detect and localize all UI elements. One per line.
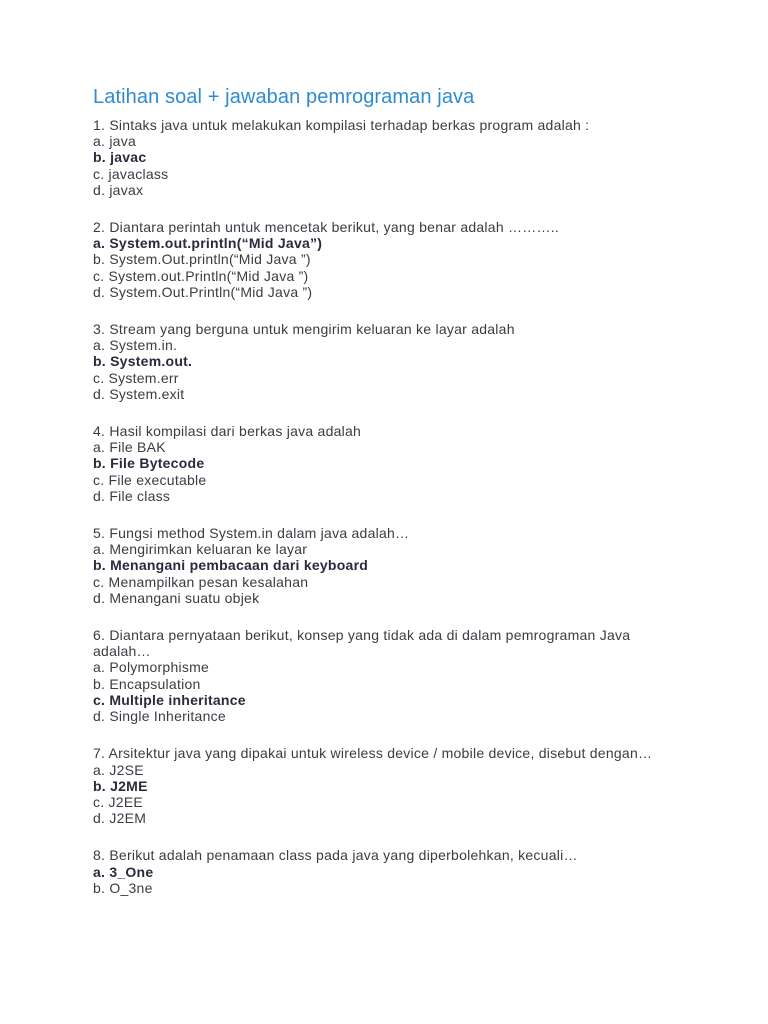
question-block-5 bbox=[93, 525, 693, 606]
question-text: 6. Diantara pernyataan berikut, konsep yang tidak ada di dalam pemrograman Java adalah… bbox=[93, 627, 631, 660]
answer-option: d. Menangani suatu objek bbox=[93, 589, 260, 606]
answer-option: b. System.Out.println(“Mid Java ”) bbox=[93, 251, 311, 268]
answer-option: d. javax bbox=[93, 181, 144, 198]
question-text: 5. Fungsi method System.in dalam java adalah… bbox=[93, 525, 410, 542]
correct-answer-option: a. System.out.println(“Mid Java”) bbox=[93, 235, 323, 252]
answer-option: a. System.in. bbox=[93, 337, 178, 354]
question-block-8 bbox=[93, 847, 693, 896]
question-block-6 bbox=[93, 627, 693, 724]
answer-option: a. Mengirimkan keluaran ke layar bbox=[93, 541, 308, 558]
answer-option: a. Polymorphisme bbox=[93, 659, 210, 676]
question-text: 1. Sintaks java untuk melakukan kompilasi terhadap berkas program adalah : bbox=[93, 117, 590, 133]
question-block-2 bbox=[93, 219, 693, 300]
question-block-7 bbox=[93, 745, 693, 826]
answer-option: a. java bbox=[93, 133, 136, 150]
answer-option: b. Encapsulation bbox=[93, 675, 201, 692]
question-text: 4. Hasil kompilasi dari berkas java adalah bbox=[93, 423, 362, 440]
answer-option: c. javaclass bbox=[93, 165, 169, 182]
correct-answer-option: b. javac bbox=[93, 149, 147, 166]
question-block-3 bbox=[93, 321, 693, 402]
question-text: 7. Arsitektur java yang dipakai untuk wireless device / mobile device, disebut dengan… bbox=[93, 745, 653, 762]
question-list bbox=[93, 117, 693, 917]
answer-option: c. System.err bbox=[93, 369, 179, 386]
correct-answer-option: c. Multiple inheritance bbox=[93, 691, 246, 708]
answer-option: d. System.Out.Println(“Mid Java ”) bbox=[93, 283, 313, 300]
answer-option: c. File executable bbox=[93, 471, 207, 488]
correct-answer-option: a. 3_One bbox=[93, 863, 154, 880]
answer-option: a. J2SE bbox=[93, 761, 144, 778]
correct-answer-option: b. Menangani pembacaan dari keyboard bbox=[93, 557, 369, 574]
correct-answer-option: b. System.out. bbox=[93, 353, 193, 370]
answer-option: c. Menampilkan pesan kesalahan bbox=[93, 573, 309, 590]
answer-option: d. J2EM bbox=[93, 810, 147, 827]
answer-option: c. J2EE bbox=[93, 793, 143, 810]
question-block-4 bbox=[93, 423, 693, 504]
answer-option: a. File BAK bbox=[93, 439, 166, 456]
question-block-1 bbox=[93, 117, 693, 198]
correct-answer-option: b. File Bytecode bbox=[93, 455, 205, 472]
answer-option: d. System.exit bbox=[93, 385, 185, 402]
question-text: 2. Diantara perintah untuk mencetak berikut, yang benar adalah ……….. bbox=[93, 219, 560, 236]
answer-option: d. Single Inheritance bbox=[93, 708, 226, 725]
correct-answer-option: b. J2ME bbox=[93, 777, 148, 794]
question-text: 3. Stream yang berguna untuk mengirim keluaran ke layar adalah bbox=[93, 321, 515, 338]
answer-option: d. File class bbox=[93, 487, 171, 504]
answer-option: b. O_3ne bbox=[93, 879, 153, 896]
question-text: 8. Berikut adalah penamaan class pada java yang diperbolehkan, kecuali… bbox=[93, 847, 578, 864]
document-title: Latihan soal + jawaban pemrograman java bbox=[93, 86, 475, 108]
answer-option: c. System.out.Println(“Mid Java ”) bbox=[93, 267, 309, 284]
